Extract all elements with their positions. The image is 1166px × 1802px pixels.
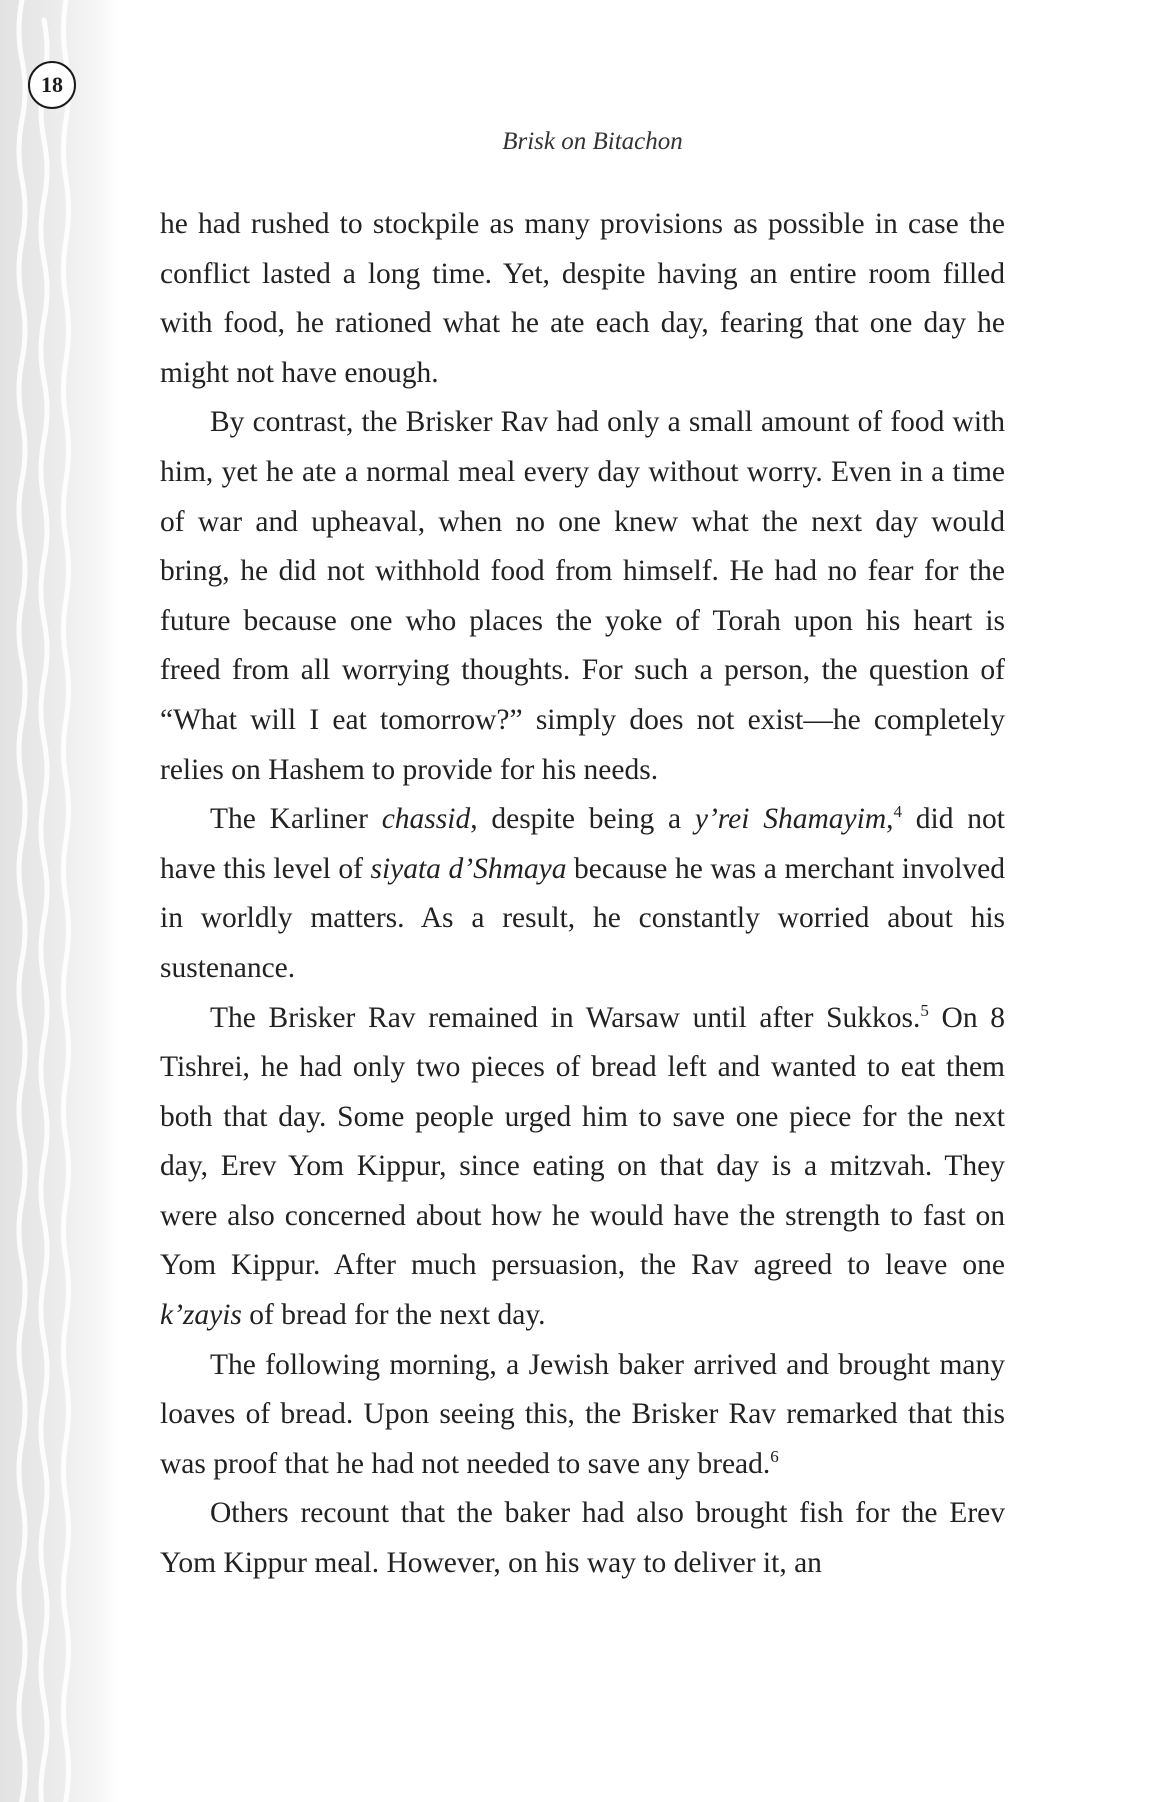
italic-term: k’zayis xyxy=(160,1299,242,1332)
paragraph-2: By contrast, the Brisker Rav had only a small amount of food with him, yet he ate a normal meal every day without worry. Even in a time of war and upheaval, when no one knew what the next day would bring, he did not withhold food from himself. He had no fear for the future because one who places the yoke of Torah upon his heart is freed from all worrying thoughts. For such a person, the question of “What will I eat tomorrow?” simply does not exist—he completely relies on Hashem to provide for his needs. xyxy=(160,406,1005,786)
paragraph-3 xyxy=(160,795,1005,993)
paragraph-4 xyxy=(160,994,1005,1341)
italic-term: y’rei Shamayim xyxy=(694,803,887,836)
page-number xyxy=(28,61,76,109)
text-run: The Karliner xyxy=(210,803,382,836)
italic-term: chassid xyxy=(381,803,471,836)
paragraph-5 xyxy=(160,1341,1005,1490)
page-number-text: 18 xyxy=(41,72,63,97)
decorative-margin xyxy=(0,0,118,1802)
text-run: did not have this level of xyxy=(160,803,1005,885)
italic-term: siyata d’Shmaya xyxy=(370,852,567,885)
text-run: , xyxy=(886,803,894,836)
footnote-marker: 4 xyxy=(893,802,903,822)
paragraph-1: he had rushed to stockpile as many provisions as possible in case the conflict lasted a long time. Yet, despite having an entire room filled with food, he rationed what he ate each day, fearing that one day he might not have enough. xyxy=(160,208,1005,389)
body-text xyxy=(160,200,1005,1589)
text-run: because he was a merchant involved in worldly matters. As a result, he constantly worried about his sustenance. xyxy=(160,852,1005,984)
text-run: , despite being a xyxy=(470,803,695,836)
text-run: The Brisker Rav remained in Warsaw until after Sukkos. xyxy=(210,1001,921,1034)
margin-pattern xyxy=(0,0,118,1802)
footnote-marker: 5 xyxy=(920,1000,929,1020)
text-run: On 8 Tishrei, he had only two pieces of bread left and wanted to eat them both that day. Some people urged him to save one piece for the next day, Erev Yom Kippur, since eating on that day is a mitzvah. They were also concerned about how he would have the strength to fast on Yom Kippur. After much persuasion, the Rav agreed to leave one xyxy=(160,1001,1005,1282)
paragraph-6: Others recount that the baker had also brought fish for the Erev Yom Kippur meal. However, on his way to deliver it, an xyxy=(160,1497,1005,1580)
text-run: of bread for the next day. xyxy=(241,1299,546,1332)
running-head: Brisk on Bitachon xyxy=(502,128,683,155)
footnote-marker: 6 xyxy=(770,1447,779,1467)
text-run: The following morning, a Jewish baker arrived and brought many loaves of bread. Upon seeing this, the Brisker Rav remarked that this was proof that he had not needed to save any bread. xyxy=(160,1348,1005,1480)
